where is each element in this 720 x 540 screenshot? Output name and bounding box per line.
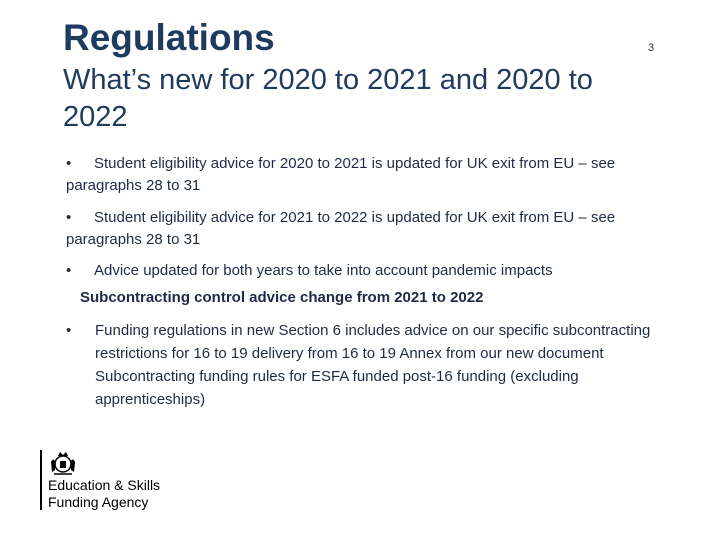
logo-line-1: Education & Skills xyxy=(48,477,161,493)
page-number: 3 xyxy=(648,42,655,54)
logo-divider xyxy=(40,450,42,510)
bullet-text: Funding regulations in new Section 6 includes advice on our specific subcontracting restrictions for 16 to 19 delivery from 16 to 19 Annex from our new document Subcontracting funding rules for ESFA funded post-16 funding (excluding apprenticeships) xyxy=(95,322,651,408)
slide-title: Regulations xyxy=(63,17,275,58)
section-heading: Subcontracting control advice change from 2021 to 2022 xyxy=(80,289,484,306)
bullet-text: Student eligibility advice for 2021 to 2022 is updated for UK exit from EU – see paragraphs 28 to 31 xyxy=(66,209,616,248)
bullet-marker: • xyxy=(66,262,72,279)
slide-subtitle: What’s new for 2020 to 2021 and 2020 to 2022 xyxy=(63,64,593,133)
bullet-item xyxy=(66,319,656,411)
bullet-text: Student eligibility advice for 2020 to 2021 is updated for UK exit from EU – see paragraphs 28 to 31 xyxy=(66,155,616,194)
bullet-item xyxy=(66,153,666,197)
logo-line-2: Funding Agency xyxy=(48,494,149,510)
bullet-marker: • xyxy=(66,209,72,226)
bullet-item xyxy=(66,260,666,282)
bullet-text: Advice updated for both years to take into account pandemic impacts xyxy=(94,262,553,279)
agency-logo xyxy=(40,450,180,512)
bullet-item xyxy=(66,207,666,251)
royal-crest-icon xyxy=(48,450,78,476)
bullet-marker: • xyxy=(66,322,72,339)
bullet-marker: • xyxy=(66,155,72,172)
